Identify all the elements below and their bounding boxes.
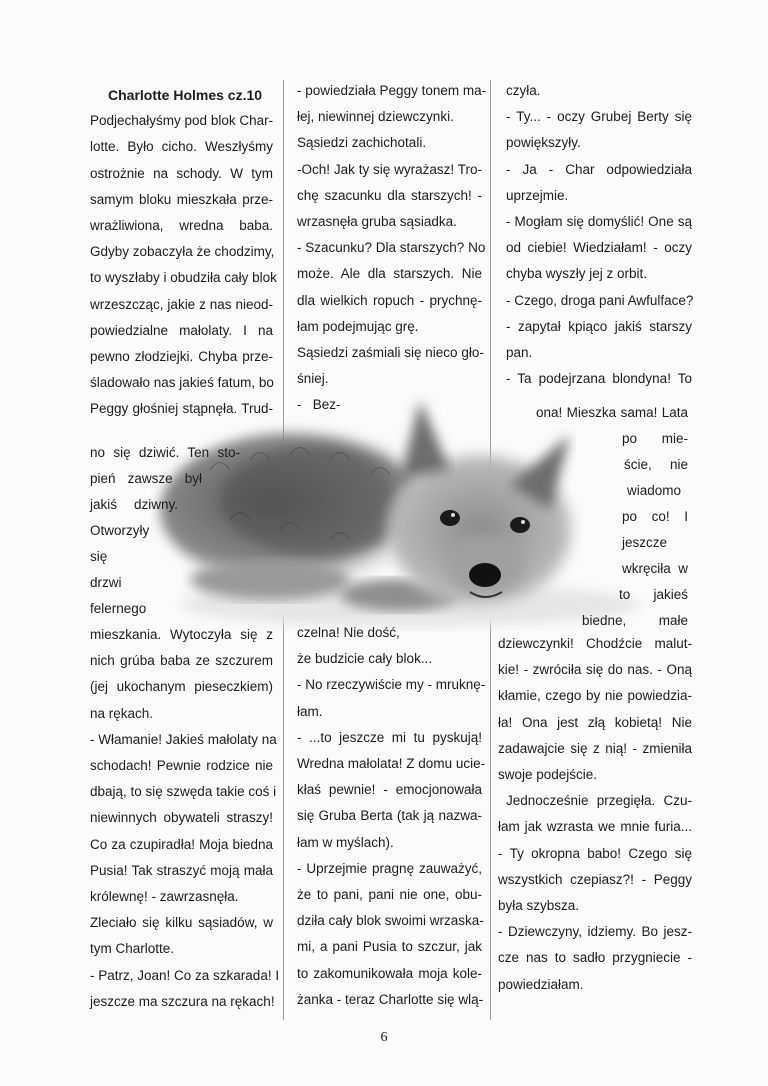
text-line: na rękach. <box>90 705 154 721</box>
text-line: może. Ale dla starszych. Nie <box>297 266 482 282</box>
text-line: po co! I <box>622 509 688 524</box>
text-line: cze nas to sadło przygniecie - <box>498 950 692 966</box>
text-line: drzwi <box>90 575 122 590</box>
text-line: Peggy głośniej stąpnęła. Trud- <box>90 401 273 417</box>
text-line: - No rzeczywiście my - mruknę- <box>297 677 486 693</box>
text-line: Gdyby zobaczyła że chodzimy, <box>90 244 275 260</box>
text-line: nich grúba baba ze szczurem <box>90 653 273 669</box>
text-line: pewno złodziejki. Chyba prze- <box>90 349 273 365</box>
text-line: pień zawsze był <box>90 471 202 486</box>
text-line: mi, a pani Pusia to szczur, jak <box>297 939 482 955</box>
text-line: ła! Ona jest złą kobietą! Nie <box>498 714 692 730</box>
text-line: - Patrz, Joan! Co za szkarada! I <box>90 967 280 983</box>
text-line: to wyszłaby i obudziła cały blok <box>90 270 277 286</box>
text-line: powiedziałam. <box>498 976 584 992</box>
text-line: samym bloku mieszkała prze- <box>90 191 273 207</box>
text-line: dziewczynki! Chodźcie malut- <box>498 636 692 651</box>
text-line: - Uprzejmie pragnę zauważyć, <box>297 860 482 876</box>
text-line: - zapytał kpiąco jakiś starszy <box>506 318 692 334</box>
text-line: niewinnych obywateli straszy! <box>90 810 273 826</box>
text-line: była szybsza. <box>498 898 580 914</box>
column-3-continued <box>498 631 692 998</box>
text-line: powiedzialne małolaty. I na <box>90 322 273 338</box>
page-number: 6 <box>380 1030 388 1045</box>
column-2 <box>297 78 487 419</box>
text-line: dla wielkich ropuch - prychnę- <box>297 292 482 308</box>
text-line: Pusia! Tak straszyć moją mała <box>90 862 273 878</box>
text-line: Wredna małolata! Z domu ucie- <box>297 756 486 772</box>
text-line: wkręciła w <box>622 561 688 576</box>
text-line: - ...to jeszcze mi tu pyskują! <box>297 729 482 745</box>
text-line: - Ty okropna babo! Czego się <box>498 845 692 861</box>
text-line: po mie- <box>622 431 688 446</box>
text-line: kłamie, czego by nie powiedzia- <box>498 688 692 704</box>
text-line: dziła cały blok swoimi wrzaska- <box>297 913 484 929</box>
text-line: czyła. <box>506 83 541 98</box>
text-line: uprzejmie. <box>506 187 569 203</box>
text-line: - Czego, droga pani Awfulface? <box>506 292 694 308</box>
column-divider <box>283 600 284 1020</box>
text-line: Sąsiedzi zaśmiali się nieco gło- <box>297 345 484 361</box>
text-line: ście, nie <box>624 457 688 472</box>
text-line: biedne, małe <box>582 613 688 628</box>
text-line: - Ja - Char odpowiedziała <box>506 161 692 177</box>
text-line: że budzicie cały blok... <box>297 651 433 667</box>
text-line: - powiedziała Peggy tonem ma- <box>297 83 487 98</box>
text-line: wiadomo <box>627 483 682 498</box>
text-line: - Dziewczyny, idziemy. Bo jesz- <box>498 924 692 940</box>
text-line: - Włamanie! Jakieś małolaty na <box>90 731 277 747</box>
text-line: śladowało nas jakieś fatum, bo <box>90 375 274 391</box>
text-line: łam. <box>297 703 323 719</box>
column-1 <box>90 82 277 423</box>
text-line: ona! Mieszka sama! Lata <box>536 405 688 420</box>
text-line: kłaś pewnie! - emocjonowała <box>297 782 482 798</box>
text-line: powiększyły. <box>506 135 581 151</box>
text-line: łam jak wzrasta we mnie furia... <box>498 819 692 835</box>
text-line: od ciebie! Wiedziałam! - oczy <box>506 240 692 256</box>
text-line: pan. <box>506 345 533 361</box>
text-line: że to pani, pani nie one, obu- <box>297 887 482 903</box>
text-line: - Mogłam się domyślić! One są <box>506 214 692 230</box>
text-line: Sąsiedzi zachichotali. <box>297 135 427 151</box>
text-line: jakiś dziwny. <box>90 497 178 512</box>
text-line: śniej. <box>297 371 329 387</box>
text-line: Jednocześnie przegięła. Czu- <box>506 793 692 809</box>
text-line: się <box>90 549 108 564</box>
text-line: Zleciało się kilku sąsiadów, w <box>90 915 273 931</box>
text-line: kie! - zwróciła się do nas. - Oną <box>498 662 692 678</box>
text-line: wszystkich czepiasz?! - Peggy <box>498 871 692 887</box>
text-line: -Och! Jak ty się wyrażasz! Tro- <box>297 161 482 177</box>
text-line: łam podejmując grę. <box>297 318 419 334</box>
column-3 <box>506 78 692 392</box>
text-line: - Bez- <box>297 397 341 413</box>
text-line: no się dziwić. Ten sto- <box>90 445 240 460</box>
text-line: mieszkania. Wytoczyła się z <box>90 627 273 642</box>
text-line: schodach! Pewnie rodzice nie <box>90 758 273 774</box>
text-line: - Szacunku? Dla starszych? No <box>297 240 486 256</box>
text-line: się Gruba Berta (tak ją nazwa- <box>297 808 482 824</box>
text-line: Co za czupiradła! Moja biedna <box>90 836 273 852</box>
text-line: jeszcze ma szczura na rękach! <box>90 993 275 1009</box>
text-line: to jakieś <box>619 587 688 602</box>
column-2-continued <box>297 620 486 1013</box>
text-line: wrzasnęła gruba sąsiadka. <box>297 214 457 230</box>
text-line: chyba wyszły jej z orbit. <box>506 266 648 282</box>
text-line: felernego <box>90 601 147 616</box>
text-line: to zakomunikowała moja kole- <box>297 965 482 981</box>
text-line: - Ta podejrzana blondyna! To <box>506 371 692 387</box>
article-title: Charlotte Holmes cz.10 <box>108 87 263 103</box>
text-line: (jej ukochanym pieseczkiem) <box>90 679 273 695</box>
column-1-continued <box>90 622 280 1015</box>
text-line: tym Charlotte. <box>90 941 175 957</box>
text-line: - Ty... - oczy Grubej Berty się <box>506 109 692 125</box>
text-line: żanka - teraz Charlotte się wlą- <box>297 991 484 1007</box>
text-line: królewnę! - zawrzasnęła. <box>90 889 239 905</box>
text-line: jeszcze <box>622 535 668 550</box>
text-line: Podjechałyśmy pod blok Char- <box>90 113 274 129</box>
text-line: czelna! Nie dość, <box>297 625 400 640</box>
text-line: Otworzyły <box>90 523 150 538</box>
text-line: chę szacunku dla starszych! - <box>297 187 482 203</box>
text-line: łam w myślach). <box>297 834 394 850</box>
text-line: zadawajcie się z nią! - zmieniła <box>498 740 692 756</box>
text-line: lotte. Było cicho. Weszłyśmy <box>90 139 273 155</box>
text-line: wrzeszcząc, jakie z nas nieod- <box>90 296 273 312</box>
text-line: ostrożnie na schody. W tym <box>90 165 273 181</box>
text-line: swoje podejście. <box>498 767 598 783</box>
text-line: dbają, to się szwęda takie coś i <box>90 784 277 800</box>
text-line: wrażliwiona, wredna baba. <box>90 218 273 234</box>
text-line: łej, niewinnej dziewczynki. <box>297 109 454 125</box>
